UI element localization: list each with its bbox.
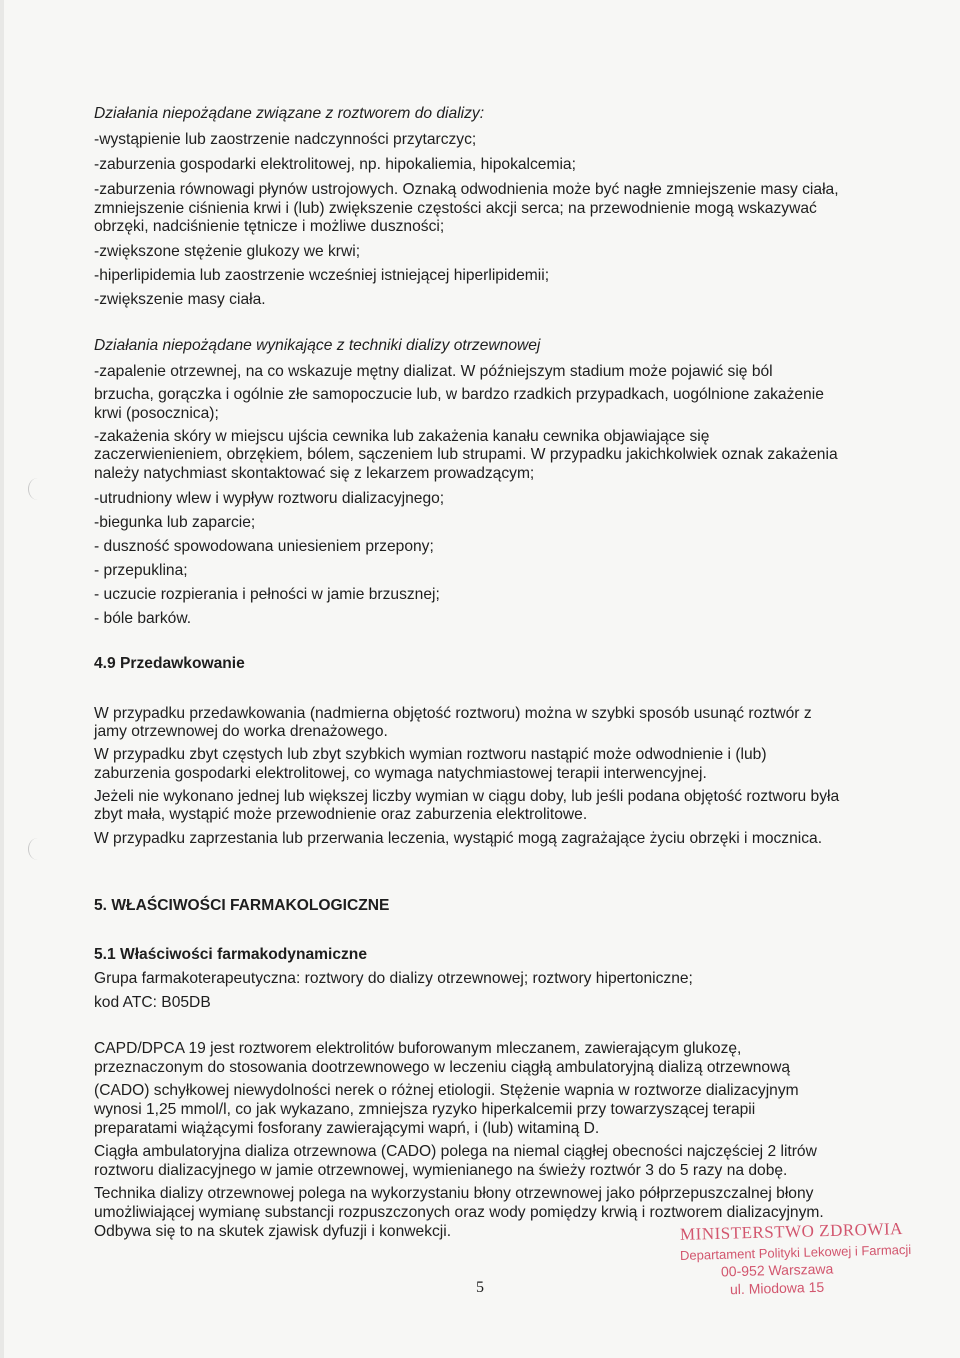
text-line: roztworu dializacyjnego w jamie otrzewnowej, wymienianego na świeży roztwór 3 do 5 razy na dobę.: [94, 1162, 788, 1179]
text-line: należy natychmiast skontaktować się z lekarzem prowadzącym;: [94, 465, 535, 482]
text-line: - duszność spowodowana uniesieniem przepony;: [94, 538, 434, 555]
text-line: zbyt mała, wystąpić może przewodnienie oraz zaburzenia elektrolitowe.: [94, 806, 588, 823]
text-line: zaburzenia gospodarki elektrolitowej, co wymaga natychmiastowej terapii interwencyjnej.: [94, 765, 707, 782]
scan-edge: [0, 0, 4, 1358]
text-line: Technika dializy otrzewnowej polega na wykorzystaniu błony otrzewnowej jako półprzepuszczalnej błony: [94, 1185, 814, 1202]
text-line: przeznaczonym do stosowania dootrzewnowego w leczeniu ciągłą ambulatoryjną dializą otrzewnową: [94, 1059, 791, 1076]
text-line: -biegunka lub zaparcie;: [94, 514, 256, 531]
text-line: CAPD/DPCA 19 jest roztworem elektrolitów buforowanym mleczanem, zawierającym glukozę,: [94, 1040, 742, 1057]
text-line: umożliwiającej wymianę substancji rozpuszczonych oraz wody pomiędzy krwią i roztworem dializacyjnym.: [94, 1204, 824, 1221]
text-line: (CADO) schyłkowej niewydolności nerek o różnej etiologii. Stężenie wapnia w roztworze dializacyjnym: [94, 1082, 799, 1099]
stamp-postal-city: 00-952 Warszawa: [720, 1260, 834, 1280]
text-line: W przypadku przedawkowania (nadmierna objętość roztworu) można w szybki sposób usunąć roztwór z: [94, 705, 812, 722]
text-line: brzucha, gorączka i ogólnie złe samopoczucie lub, w bardzo rzadkich przypadkach, uogólnione zakażenie: [94, 386, 824, 403]
text-line: -zapalenie otrzewnej, na co wskazuje mętny dializat. W późniejszym stadium może pojawić się ból: [94, 363, 773, 380]
text-line: kod ATC: B05DB: [94, 994, 211, 1011]
text-line: - przepuklina;: [94, 562, 188, 579]
subsection-heading-pharmacodynamics: 5.1 Właściwości farmakodynamiczne: [94, 946, 368, 963]
text-line: - bóle barków.: [94, 610, 192, 627]
text-line: Grupa farmakoterapeutyczna: roztwory do dializy otrzewnowej; roztwory hipertoniczne;: [94, 970, 693, 987]
section-heading-pharmacology: 5. WŁAŚCIWOŚCI FARMAKOLOGICZNE: [94, 897, 390, 914]
page-number: 5: [476, 1279, 484, 1296]
section-heading: Działania niepożądane związane z roztworem do dializy:: [94, 105, 485, 122]
punch-hole-mark: [28, 478, 47, 500]
text-line: -zaburzenia gospodarki elektrolitowej, np. hipokaliemia, hipokalcemia;: [94, 156, 576, 173]
text-line: Jeżeli nie wykonano jednej lub większej liczby wymian w ciągu doby, lub jeśli podana objętość roztworu była: [94, 788, 840, 805]
text-line: -zwiększenie masy ciała.: [94, 291, 266, 308]
text-line: -zakażenia skóry w miejscu ujścia cewnika lub zakażenia kanału cewnika objawiające się: [94, 428, 710, 445]
section-heading: Działania niepożądane wynikające z techniki dializy otrzewnowej: [94, 337, 541, 354]
text-line: Ciągła ambulatoryjna dializa otrzewnowa (CADO) polega na niemal ciągłej obecności najczęściej 2 litrów: [94, 1143, 817, 1160]
text-line: -utrudniony wlew i wypływ roztworu dializacyjnego;: [94, 490, 445, 507]
text-line: -zaburzenia równowagi płynów ustrojowych. Oznaką odwodnienia może być nagłe zmniejszenie masy ciała,: [94, 181, 839, 198]
text-line: - uczucie rozpierania i pełności w jamie brzusznej;: [94, 586, 440, 603]
punch-hole-mark: [28, 838, 47, 860]
text-line: -wystąpienie lub zaostrzenie nadczynności przytarczyc;: [94, 131, 477, 148]
stamp-department: Departament Polityki Lekowej i Farmacji: [679, 1241, 912, 1264]
text-line: obrzęki, nadciśnienie tętnicze i możliwe duszności;: [94, 218, 445, 235]
text-line: W przypadku zaprzestania lub przerwania leczenia, wystąpić mogą zagrażające życiu obrzęki i mocznica.: [94, 830, 823, 847]
text-line: krwi (posocznica);: [94, 405, 219, 422]
section-heading-overdose: 4.9 Przedawkowanie: [94, 655, 245, 672]
text-line: preparatami wiążącymi fosforany zawierającymi wapń, i (lub) witaminą D.: [94, 1120, 600, 1137]
text-line: zmniejszenie ciśnienia krwi i (lub) zwiększenie częstości akcji serca; na przewodnienie mogą wskazywać: [94, 200, 817, 217]
text-line: W przypadku zbyt częstych lub zbyt szybkich wymian roztworu nastąpić może odwodnienie i (lub): [94, 746, 767, 763]
text-line: -zwiększone stężenie glukozy we krwi;: [94, 243, 361, 260]
text-line: wynosi 1,25 mmol/l, co jak wykazano, zmniejsza ryzyko hiperkalcemii przy towarzyszącej terapii: [94, 1101, 756, 1118]
text-line: zaczerwienieniem, obrzękiem, bólem, sączeniem lub strupami. W przypadku jakichkolwiek oznak zakażenia: [94, 446, 838, 463]
stamp-ministry-name: MINISTERSTWO ZDROWIA: [679, 1219, 904, 1244]
text-line: jamy otrzewnowej do worka drenażowego.: [94, 723, 388, 740]
stamp-street: ul. Miodowa 15: [729, 1278, 825, 1298]
text-line: Odbywa się to na skutek zjawisk dyfuzji i konwekcji.: [94, 1223, 452, 1240]
text-line: -hiperlipidemia lub zaostrzenie wcześniej istniejącej hiperlipidemii;: [94, 267, 550, 284]
